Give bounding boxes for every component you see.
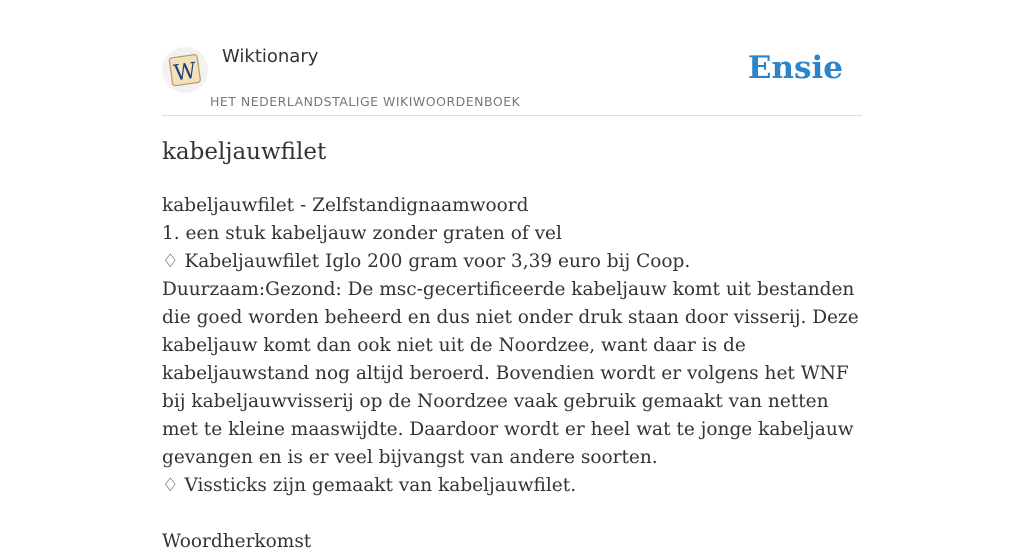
etymology-heading: Woordherkomst [162, 531, 312, 552]
page [162, 0, 862, 552]
example-sentence: ♢ Kabeljauwfilet Iglo 200 gram voor 3,39 euro bij Coop. Duurzaam:Gezond: De msc-gecertificeerde kabeljauw komt uit bestanden die goed worden beheerd en dus niet onder druk staan door visserij. Deze kabeljauw komt dan ook niet uit de Noordzee, want daar is de kabeljauwstand nog altijd beroerd. Bovendien wordt er volgens het WNF bij kabeljauwvisserij op de Noordzee vaak gebruik gemaakt van netten met te kleine maaswijdte. Daardoor wordt er heel wat te jonge kabeljauw gevangen en is er veel bijvangst van andere soorten. [162, 251, 859, 468]
definition: 1. een stuk kabeljauw zonder graten of vel [162, 223, 562, 244]
part-of-speech-line: kabeljauwfilet - Zelfstandignaamwoord [162, 195, 529, 216]
entry-title: kabeljauwfilet [162, 139, 327, 165]
site-title[interactable]: Wiktionary [222, 46, 319, 67]
site-header [162, 0, 862, 116]
entry-content [162, 192, 867, 556]
logo-tile-graphic [162, 47, 208, 93]
example-sentence: ♢ Vissticks zijn gemaakt van kabeljauwfilet. [162, 475, 577, 496]
ensie-brand-link[interactable]: Ensie [747, 50, 843, 86]
wiktionary-logo-icon[interactable] [162, 47, 208, 93]
site-subtitle: HET NEDERLANDSTALIGE WIKIWOORDENBOEK [210, 94, 521, 109]
logo-letter: W [172, 58, 199, 87]
